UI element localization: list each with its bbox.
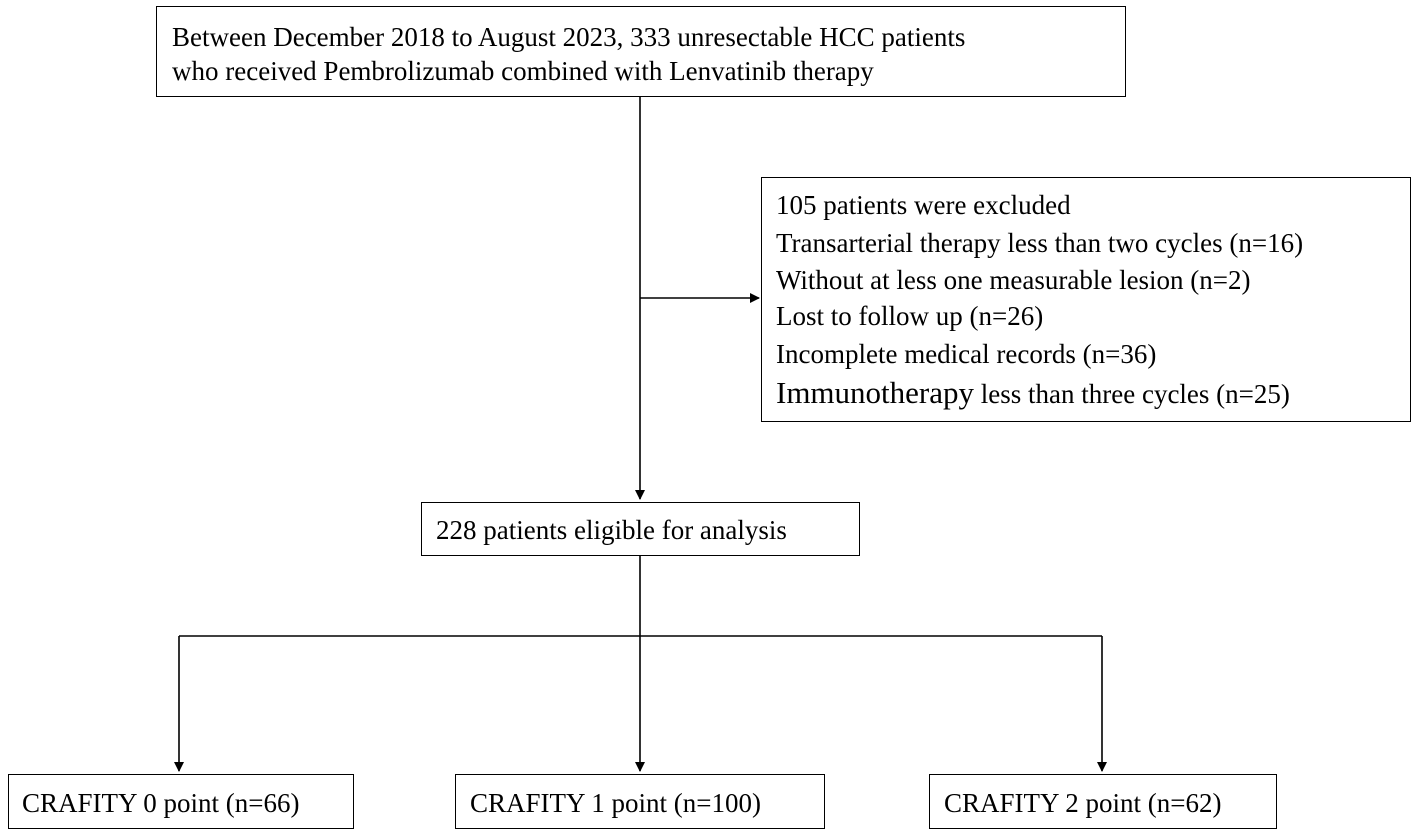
exclusion-box (761, 177, 1411, 422)
enrollment-box (156, 6, 1126, 97)
exclusion-header: 105 patients were excluded (776, 190, 1071, 220)
group-box-1 (455, 774, 825, 829)
group-label: CRAFITY 0 point (n=66) (22, 788, 300, 818)
exclusion-item-last-rest: less than three cycles (n=25) (980, 379, 1290, 409)
exclusion-item-last (776, 377, 1290, 408)
group-label: CRAFITY 2 point (n=62) (944, 788, 1222, 818)
exclusion-item: Transarterial therapy less than two cycles (n=16) (776, 228, 1304, 258)
enrollment-line-1: Between December 2018 to August 2023, 333 unresectable HCC patients (172, 22, 966, 52)
group-box-0 (8, 774, 354, 829)
exclusion-item: Lost to follow up (n=26) (776, 301, 1044, 331)
group-box-2 (929, 774, 1277, 829)
exclusion-item: Without at less one measurable lesion (n=2) (776, 265, 1251, 295)
group-label: CRAFITY 1 point (n=100) (470, 788, 761, 818)
eligible-label: 228 patients eligible for analysis (436, 515, 787, 545)
exclusion-item: Incomplete medical records (n=36) (776, 339, 1157, 369)
enrollment-line-2: who received Pembrolizumab combined with Lenvatinib therapy (172, 56, 874, 86)
eligible-box (421, 502, 860, 556)
exclusion-item-last-emphasis: Immunotherapy (776, 375, 975, 410)
